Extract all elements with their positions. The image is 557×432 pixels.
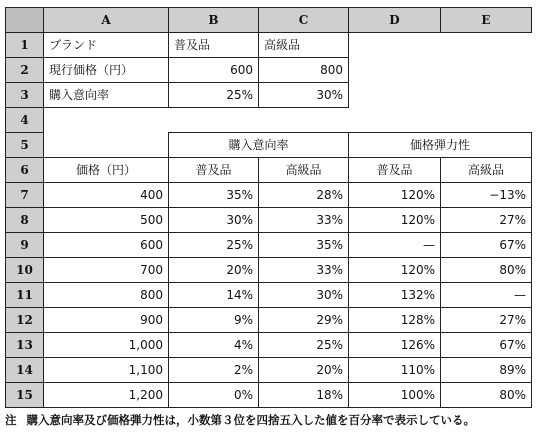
row-header[interactable]: 6 (6, 158, 44, 183)
rate-premium-cell[interactable]: 29% (259, 308, 349, 333)
rate-standard-cell[interactable]: 9% (169, 308, 259, 333)
rate-standard-cell[interactable]: 30% (169, 208, 259, 233)
sheet-row (6, 33, 532, 58)
purchase-rate-standard-cell[interactable]: 25% (169, 83, 259, 108)
row-header[interactable]: 12 (6, 308, 44, 333)
elasticity-standard-cell[interactable]: 120% (349, 208, 441, 233)
row-header[interactable]: 4 (6, 108, 44, 133)
empty-cell[interactable] (441, 33, 532, 58)
sheet-row (6, 108, 532, 133)
empty-cell[interactable] (169, 108, 259, 133)
footnote-mark: 注 (5, 413, 17, 427)
rate-standard-cell[interactable]: 25% (169, 233, 259, 258)
elasticity-premium-cell[interactable]: 27% (441, 208, 532, 233)
purchase-rate-premium-cell[interactable]: 30% (259, 83, 349, 108)
rate-standard-cell[interactable]: 14% (169, 283, 259, 308)
brand-label-cell[interactable]: ブランド (44, 33, 169, 58)
elasticity-premium-cell[interactable]: 27% (441, 308, 532, 333)
sheet-row (6, 158, 532, 183)
row-header[interactable]: 13 (6, 333, 44, 358)
elasticity-premium-cell[interactable]: 67% (441, 333, 532, 358)
purchase-rate-group-header[interactable]: 購入意向率 (169, 133, 349, 158)
select-all-corner[interactable] (6, 8, 44, 33)
row-header[interactable]: 10 (6, 258, 44, 283)
elasticity-standard-cell[interactable]: 100% (349, 383, 441, 408)
sheet-row (6, 58, 532, 83)
rate-standard-cell[interactable]: 0% (169, 383, 259, 408)
table-row (6, 333, 532, 358)
row-header[interactable]: 14 (6, 358, 44, 383)
spreadsheet (5, 7, 532, 408)
elasticity-standard-cell[interactable]: — (349, 233, 441, 258)
column-header-row (6, 8, 532, 33)
table-row (6, 183, 532, 208)
empty-cell[interactable] (441, 108, 532, 133)
current-price-standard-cell[interactable]: 600 (169, 58, 259, 83)
price-cell[interactable]: 800 (44, 283, 169, 308)
elasticity-premium-cell[interactable]: — (441, 283, 532, 308)
row-header[interactable]: 9 (6, 233, 44, 258)
brand-standard-cell[interactable]: 普及品 (169, 33, 259, 58)
row-header[interactable]: 11 (6, 283, 44, 308)
elasticity-standard-cell[interactable]: 110% (349, 358, 441, 383)
empty-cell[interactable] (44, 133, 169, 158)
row-header[interactable]: 2 (6, 58, 44, 83)
row-header[interactable]: 1 (6, 33, 44, 58)
elasticity-standard-header-cell[interactable]: 普及品 (349, 158, 441, 183)
rate-premium-cell[interactable]: 30% (259, 283, 349, 308)
row-header[interactable]: 7 (6, 183, 44, 208)
elasticity-standard-cell[interactable]: 132% (349, 283, 441, 308)
empty-cell[interactable] (441, 58, 532, 83)
empty-cell[interactable] (349, 58, 441, 83)
empty-cell[interactable] (259, 108, 349, 133)
column-header-d[interactable]: D (349, 8, 441, 33)
table-row (6, 308, 532, 333)
table-row (6, 208, 532, 233)
table-row (6, 258, 532, 283)
rate-premium-header-cell[interactable]: 高級品 (259, 158, 349, 183)
purchase-rate-label-cell[interactable]: 購入意向率 (44, 83, 169, 108)
table-row (6, 233, 532, 258)
rate-standard-cell[interactable]: 4% (169, 333, 259, 358)
elasticity-standard-cell[interactable]: 128% (349, 308, 441, 333)
table-row (6, 383, 532, 408)
price-cell[interactable]: 500 (44, 208, 169, 233)
row-header[interactable]: 8 (6, 208, 44, 233)
price-cell[interactable]: 600 (44, 233, 169, 258)
elasticity-standard-cell[interactable]: 120% (349, 183, 441, 208)
price-cell[interactable]: 1,100 (44, 358, 169, 383)
table-row (6, 358, 532, 383)
elasticity-premium-cell[interactable]: 80% (441, 258, 532, 283)
brand-premium-cell[interactable]: 高級品 (259, 33, 349, 58)
elasticity-standard-cell[interactable]: 126% (349, 333, 441, 358)
elasticity-standard-cell[interactable]: 120% (349, 258, 441, 283)
elasticity-premium-header-cell[interactable]: 高級品 (441, 158, 532, 183)
price-header-cell[interactable]: 価格（円） (44, 158, 169, 183)
elasticity-group-header[interactable]: 価格弾力性 (349, 133, 532, 158)
price-cell[interactable]: 1,200 (44, 383, 169, 408)
rate-standard-cell[interactable]: 20% (169, 258, 259, 283)
column-header-e[interactable]: E (441, 8, 532, 33)
table-row (6, 283, 532, 308)
empty-cell[interactable] (349, 33, 441, 58)
price-cell[interactable]: 1,000 (44, 333, 169, 358)
column-header-b[interactable]: B (169, 8, 259, 33)
elasticity-premium-cell[interactable]: 89% (441, 358, 532, 383)
row-header[interactable]: 15 (6, 383, 44, 408)
rate-premium-cell[interactable]: 33% (259, 258, 349, 283)
rate-premium-cell[interactable]: 35% (259, 233, 349, 258)
empty-cell[interactable] (44, 108, 169, 133)
rate-premium-cell[interactable]: 33% (259, 208, 349, 233)
empty-cell[interactable] (349, 108, 441, 133)
rate-standard-cell[interactable]: 2% (169, 358, 259, 383)
row-header[interactable]: 5 (6, 133, 44, 158)
footnote (5, 412, 475, 428)
column-header-a[interactable]: A (44, 8, 169, 33)
elasticity-premium-cell[interactable]: 80% (441, 383, 532, 408)
empty-cell[interactable] (441, 83, 532, 108)
price-cell[interactable]: 400 (44, 183, 169, 208)
sheet-row (6, 133, 532, 158)
column-header-c[interactable]: C (259, 8, 349, 33)
sheet-row (6, 83, 532, 108)
elasticity-premium-cell[interactable]: 67% (441, 233, 532, 258)
rate-premium-cell[interactable]: 20% (259, 358, 349, 383)
row-header[interactable]: 3 (6, 83, 44, 108)
current-price-label-cell[interactable]: 現行価格（円） (44, 58, 169, 83)
price-cell[interactable]: 700 (44, 258, 169, 283)
current-price-premium-cell[interactable]: 800 (259, 58, 349, 83)
price-cell[interactable]: 900 (44, 308, 169, 333)
rate-premium-cell[interactable]: 18% (259, 383, 349, 408)
footnote-text: 購入意向率及び価格弾力性は，小数第３位を四捨五入した値を百分率で表示している。 (26, 413, 475, 427)
rate-premium-cell[interactable]: 25% (259, 333, 349, 358)
elasticity-premium-cell[interactable]: −13% (441, 183, 532, 208)
empty-cell[interactable] (349, 83, 441, 108)
rate-standard-cell[interactable]: 35% (169, 183, 259, 208)
rate-premium-cell[interactable]: 28% (259, 183, 349, 208)
rate-standard-header-cell[interactable]: 普及品 (169, 158, 259, 183)
